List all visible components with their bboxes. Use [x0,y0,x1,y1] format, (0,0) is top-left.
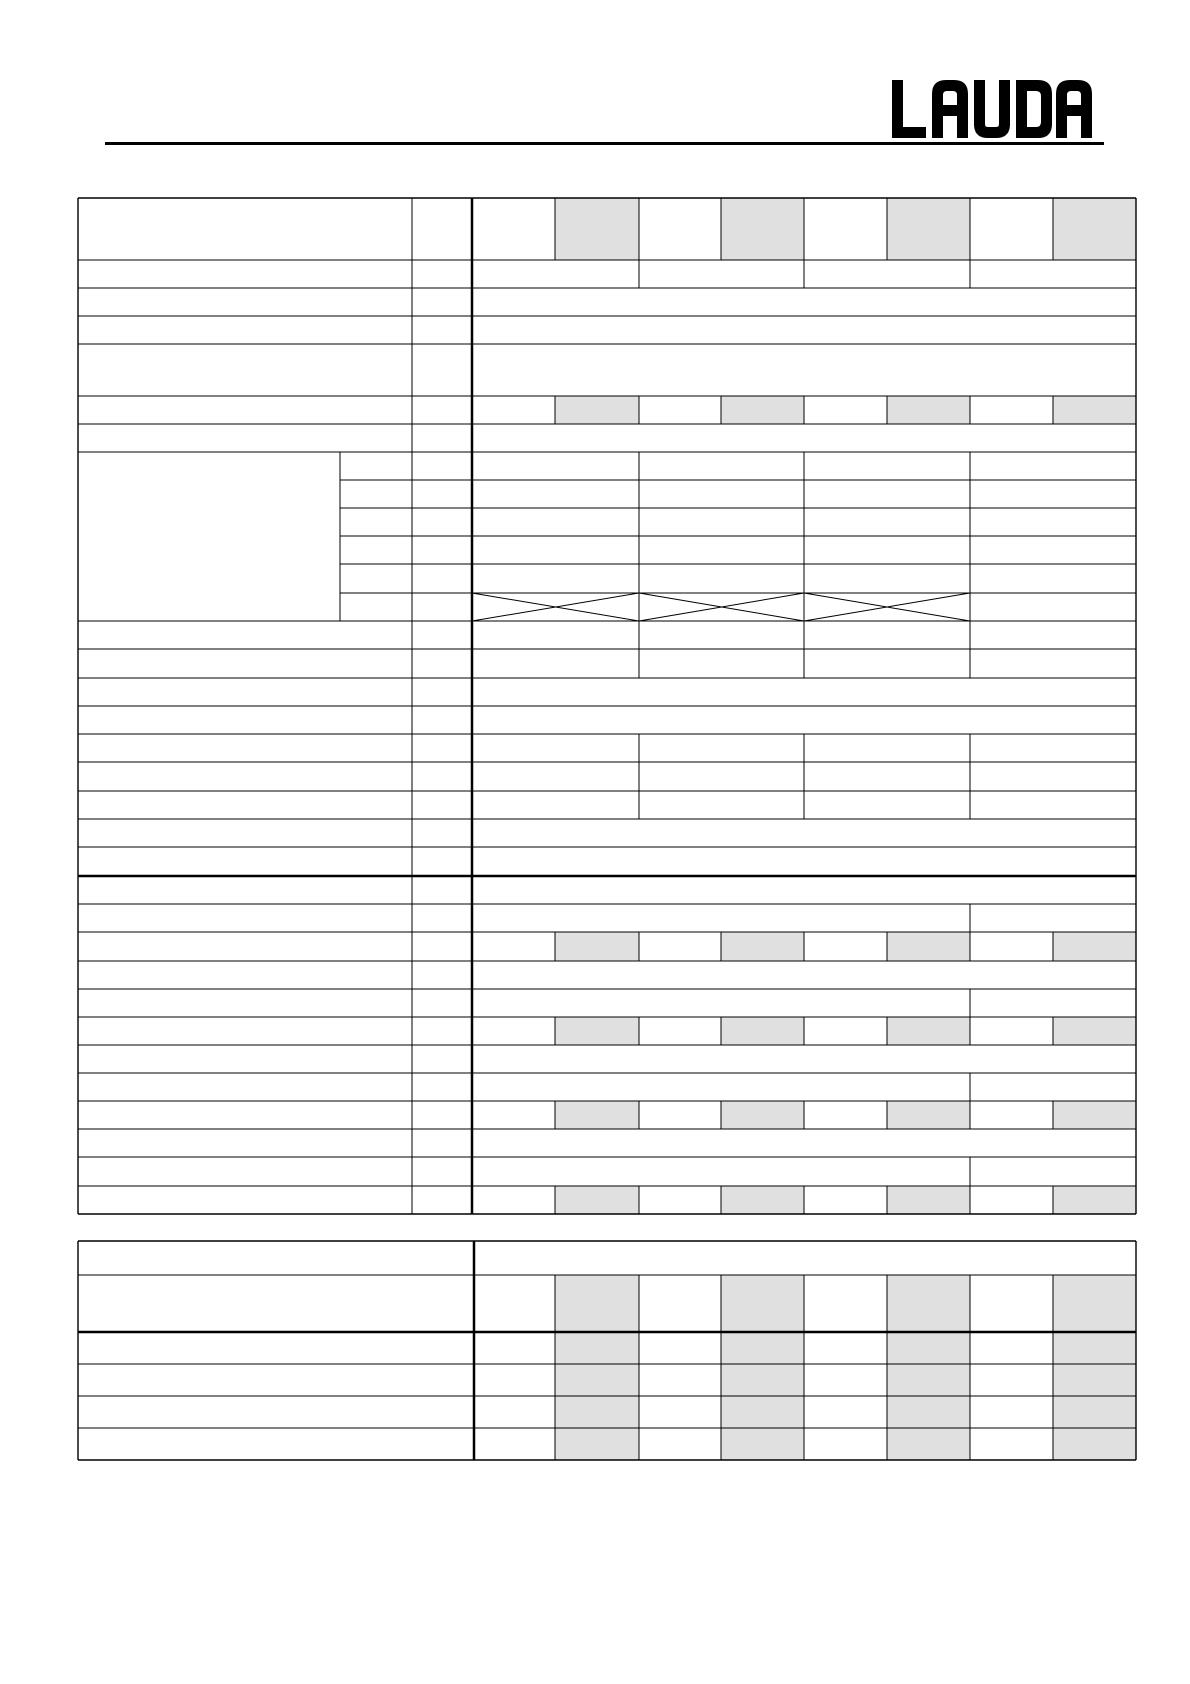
shaded-cell [1053,1428,1136,1460]
shaded-cell [555,1017,639,1045]
shaded-cell [721,1101,804,1129]
shaded-cell [1053,1017,1136,1045]
shaded-cell [1053,1186,1136,1214]
shaded-cell [887,1275,970,1332]
shaded-cell [721,1275,804,1332]
shaded-cell [721,1428,804,1460]
shaded-cell [555,1428,639,1460]
shaded-cell [555,1186,639,1214]
shaded-cell [887,1186,970,1214]
shaded-cell [555,1332,639,1364]
shaded-cell [887,1364,970,1396]
shaded-cell [887,1396,970,1428]
shaded-cell [721,396,804,424]
shaded-cell [1053,1396,1136,1428]
shaded-cell [887,1101,970,1129]
shaded-cell [1053,1332,1136,1364]
shaded-cell [1053,198,1136,260]
shaded-cell [555,396,639,424]
shaded-cell [721,1017,804,1045]
shaded-cell [1053,1364,1136,1396]
shaded-cell [555,932,639,961]
shaded-cell [721,1396,804,1428]
shaded-cell [887,396,970,424]
shaded-cell [1053,1275,1136,1332]
shaded-cell [555,1275,639,1332]
shaded-cell [1053,932,1136,961]
shaded-cell [555,198,639,260]
shaded-cell [721,1332,804,1364]
shaded-cell [887,198,970,260]
shaded-cell [555,1396,639,1428]
shaded-cell [555,1101,639,1129]
shaded-cell [887,1017,970,1045]
shaded-cell [1053,396,1136,424]
shaded-cell [887,1428,970,1460]
shaded-cell [721,1186,804,1214]
shaded-cell [1053,1101,1136,1129]
shaded-cell [887,932,970,961]
shaded-cell [721,198,804,260]
shaded-cell [721,1364,804,1396]
shaded-cell [887,1332,970,1364]
shaded-cell [721,932,804,961]
shaded-cell [555,1364,639,1396]
